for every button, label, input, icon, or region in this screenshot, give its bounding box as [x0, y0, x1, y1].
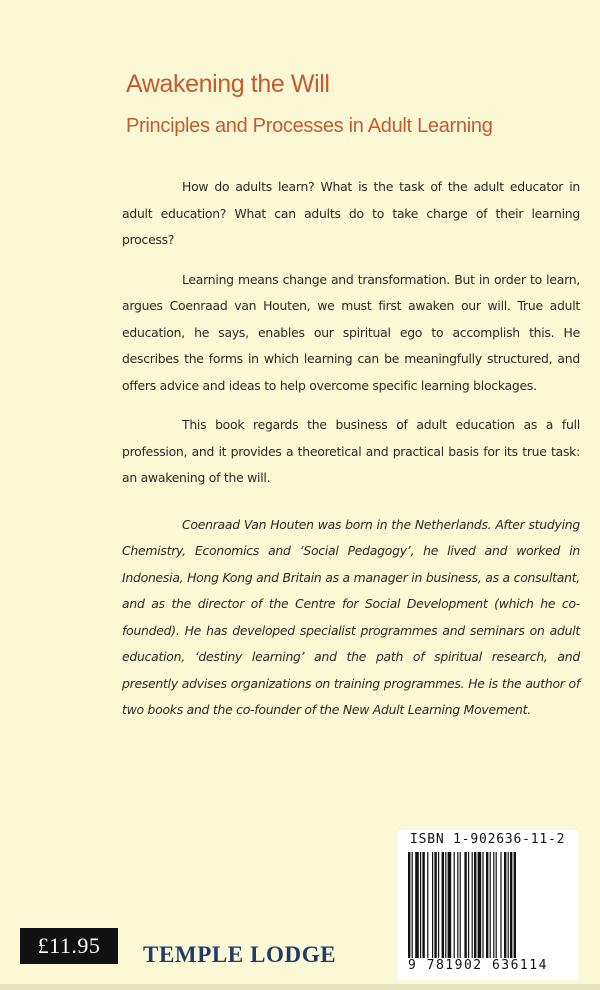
barcode-bar	[434, 852, 436, 958]
book-subtitle: Principles and Processes in Adult Learning	[126, 115, 493, 137]
barcode-bars	[408, 852, 570, 958]
barcode-bar	[415, 852, 419, 958]
barcode-bar	[448, 852, 452, 958]
barcode-bar	[472, 852, 473, 958]
barcode-bar	[478, 852, 482, 958]
barcode-bar	[500, 852, 501, 958]
barcode-number: 9 781902 636114	[408, 958, 548, 973]
price-tag: £11.95	[20, 928, 118, 964]
blurb-paragraph: Learning means change and transformation. But in order to learn, argues Coenraad van Houten, we must first awaken our will. True adult education, he says, enables our spiritual ego to accomplish this. He describes the forms in which learning can be meaningfully structured, and offers advice and ideas to help overcome specific learning blockages.	[122, 271, 580, 393]
barcode-bar	[445, 852, 446, 958]
barcode-bar	[422, 852, 424, 958]
barcode-bar	[482, 852, 483, 958]
barcode-bar	[493, 852, 494, 958]
barcode-bar	[504, 852, 506, 958]
publisher-name: TEMPLE LODGE	[143, 942, 337, 967]
blurb-paragraph: This book regards the business of adult education as a full profession, and it provides a theoretical and practical basis for its true task: an awakening of the will.	[122, 417, 580, 485]
barcode	[398, 830, 578, 980]
author-bio: Coenraad Van Houten was born in the Netherlands. After studying Chemistry, Economics and ‘Social Pedagogy’, he lived and worked in Indonesia, Hong Kong and Britain as a manager in business, as a consultant, and as the director of the Centre for Social Development (which he co-founded). He has developed specialist programmes and seminars on adult education, ‘destiny learning’ and the path of spiritual research, and presently advises organizations on training programmes. He is the author of two books and the co-founder of the New Adult Learning Movement.	[122, 516, 580, 717]
barcode-bar	[468, 852, 469, 958]
barcode-bar	[496, 852, 497, 958]
barcode-bar	[412, 852, 413, 958]
book-title: Awakening the Will	[126, 70, 330, 98]
blurb	[122, 174, 580, 737]
blurb-paragraph: How do adults learn? What is the task of the adult educator in adult education? What can adults do to take charge of their learning process?	[122, 179, 580, 247]
barcode-bar	[457, 852, 458, 958]
barcode-bar	[490, 852, 491, 958]
barcode-bar	[432, 852, 433, 958]
barcode-bar	[510, 852, 512, 958]
barcode-bar	[486, 852, 488, 958]
barcode-bar	[420, 852, 421, 958]
barcode-bar	[408, 852, 410, 958]
barcode-bar	[427, 852, 428, 958]
barcode-bar	[508, 852, 509, 958]
isbn-label: ISBN 1-902636-11-2	[410, 832, 566, 847]
barcode-bar	[464, 852, 466, 958]
bottom-edge	[0, 984, 600, 990]
barcode-bar	[460, 852, 461, 958]
barcode-bar	[442, 852, 444, 958]
barcode-bar	[454, 852, 455, 958]
barcode-bar	[438, 852, 439, 958]
barcode-bar	[514, 852, 516, 958]
barcode-bar	[474, 852, 476, 958]
